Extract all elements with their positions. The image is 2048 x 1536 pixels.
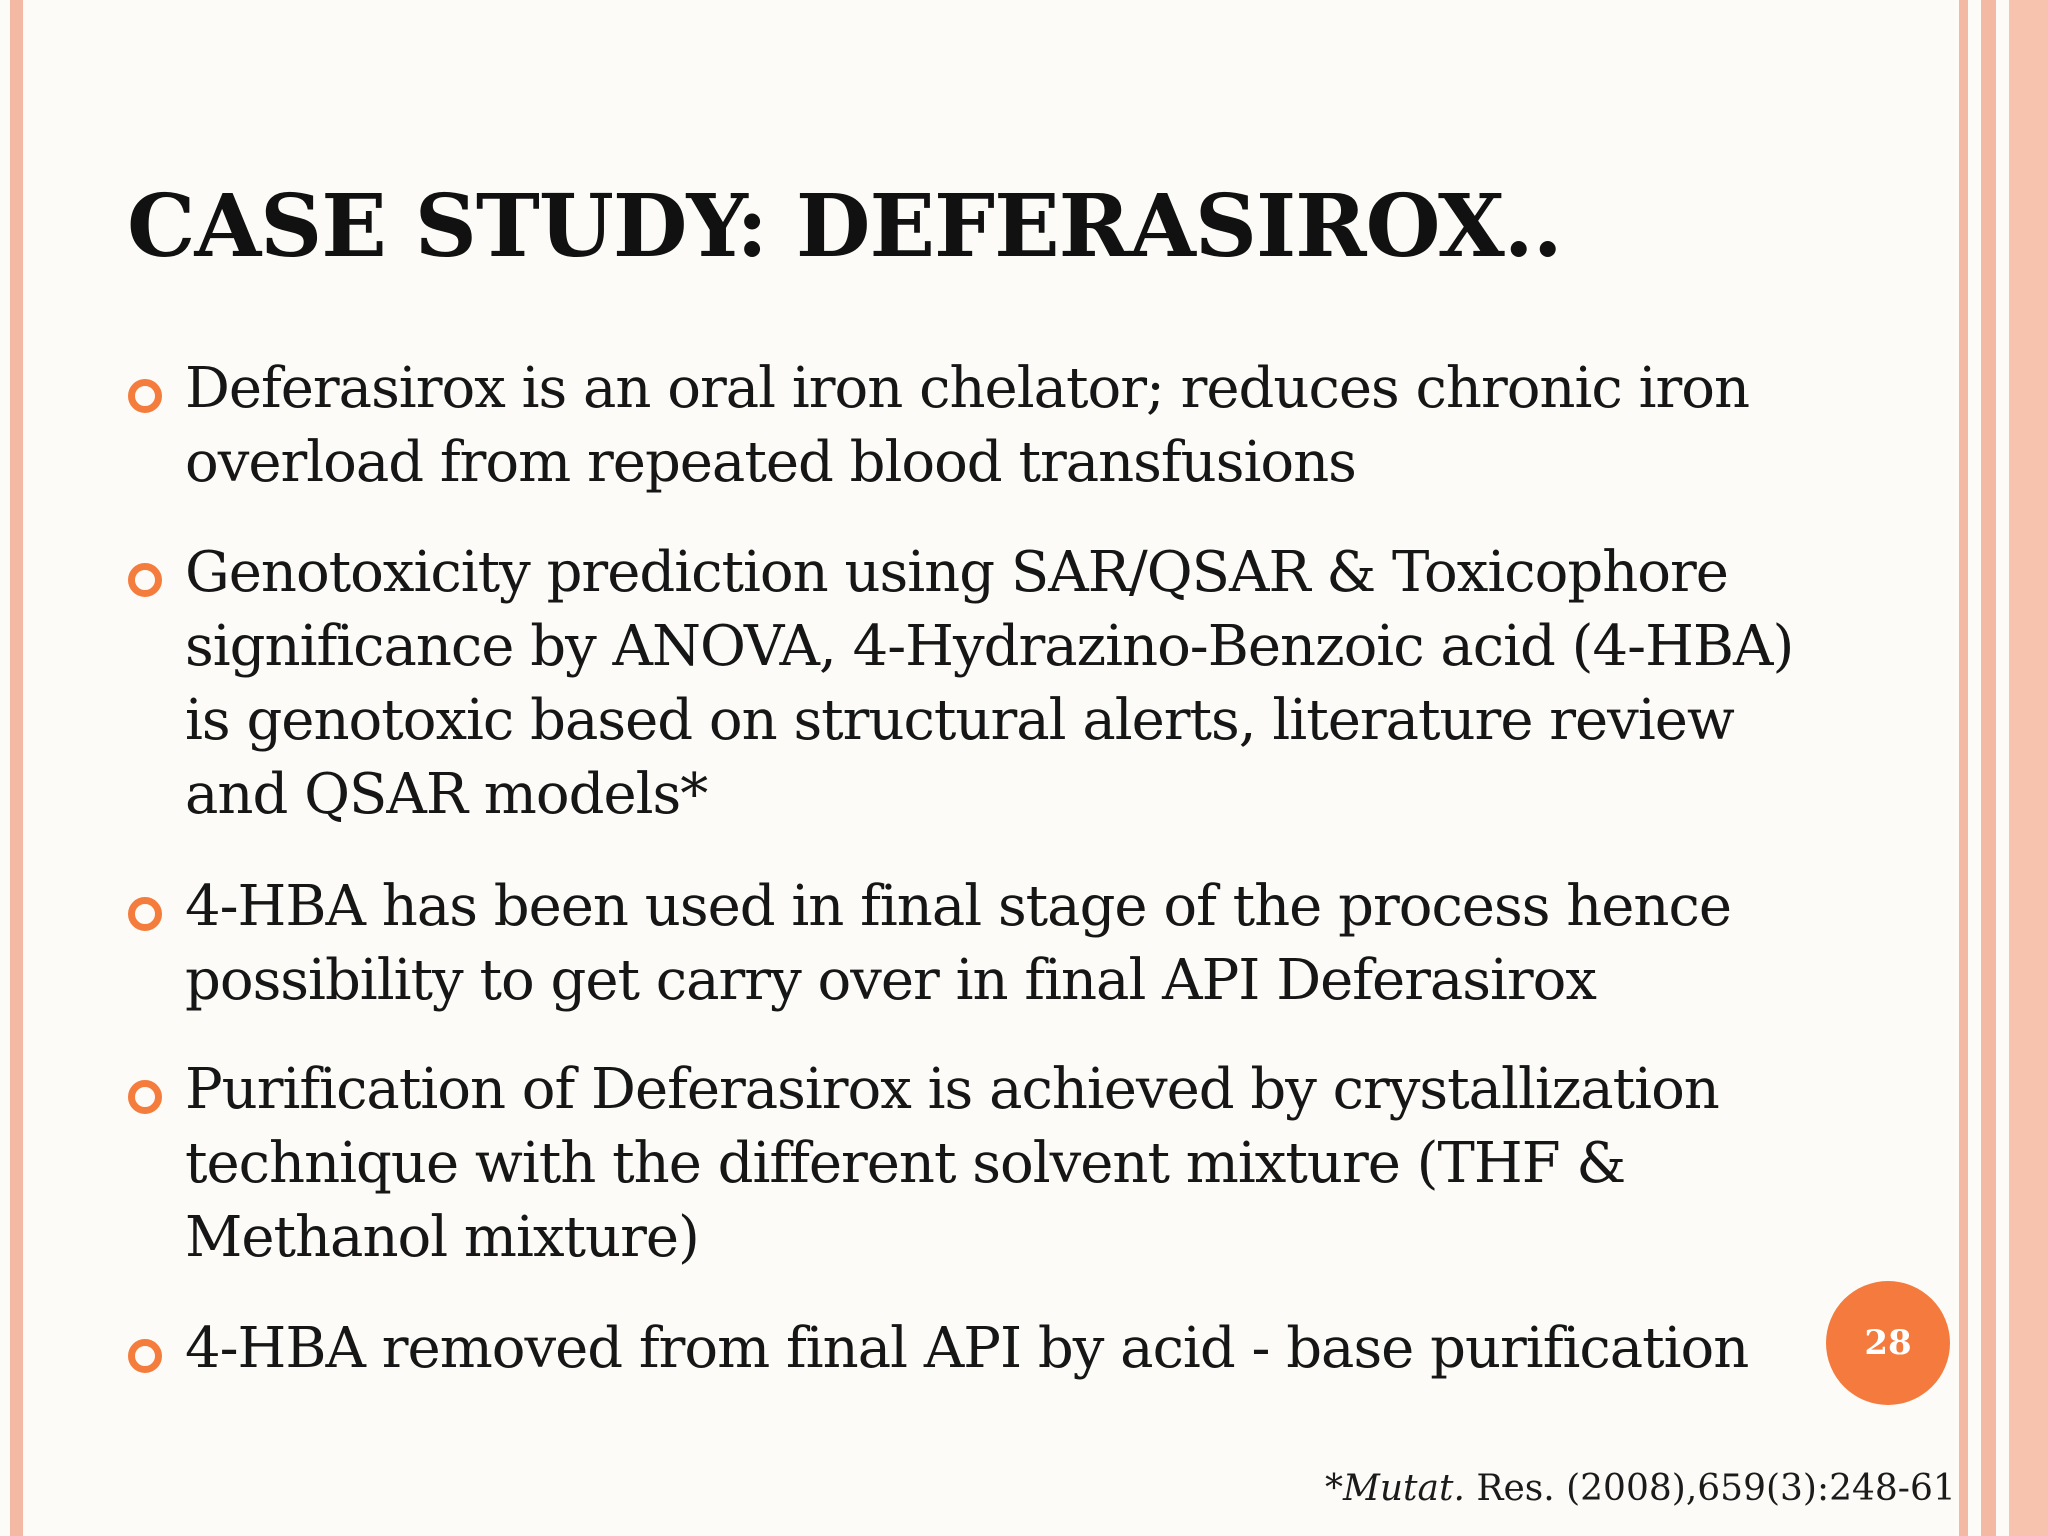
footnote-journal: Mutat. bbox=[1343, 1468, 1465, 1509]
ring-bullet-icon bbox=[128, 379, 162, 413]
citation-footnote bbox=[1325, 1466, 1955, 1512]
footnote-prefix: * bbox=[1325, 1468, 1343, 1509]
bullet-text: 4-HBA has been used in final stage of the process hence possibility to get carry over in final API Deferasirox bbox=[185, 874, 1732, 1013]
ring-bullet-icon bbox=[128, 563, 162, 597]
slide-title: CASE STUDY: DEFERASIROX.. bbox=[127, 176, 1562, 277]
bullet-text: Genotoxicity prediction using SAR/QSAR & Toxicophore significance by ANOVA, 4-Hydrazino-Benzoic acid (4-HBA) is genotoxic based on structural alerts, literature review and QSAR models* bbox=[185, 540, 1794, 827]
ring-bullet-icon bbox=[128, 897, 162, 931]
ring-bullet-icon bbox=[128, 1080, 162, 1114]
ring-bullet-icon bbox=[128, 1339, 162, 1373]
bullet-text: Purification of Deferasirox is achieved by crystallization technique with the different solvent mixture (THF & Methanol mixture) bbox=[185, 1057, 1719, 1270]
bullet-text: 4-HBA removed from final API by acid - base purification bbox=[185, 1316, 1749, 1381]
footnote-reference: Res. (2008),659(3):248-61 bbox=[1464, 1468, 1956, 1509]
bullet-text: Deferasirox is an oral iron chelator; reduces chronic iron overload from repeated blood transfusions bbox=[185, 356, 1750, 495]
page-number-badge: 28 bbox=[1826, 1281, 1950, 1405]
